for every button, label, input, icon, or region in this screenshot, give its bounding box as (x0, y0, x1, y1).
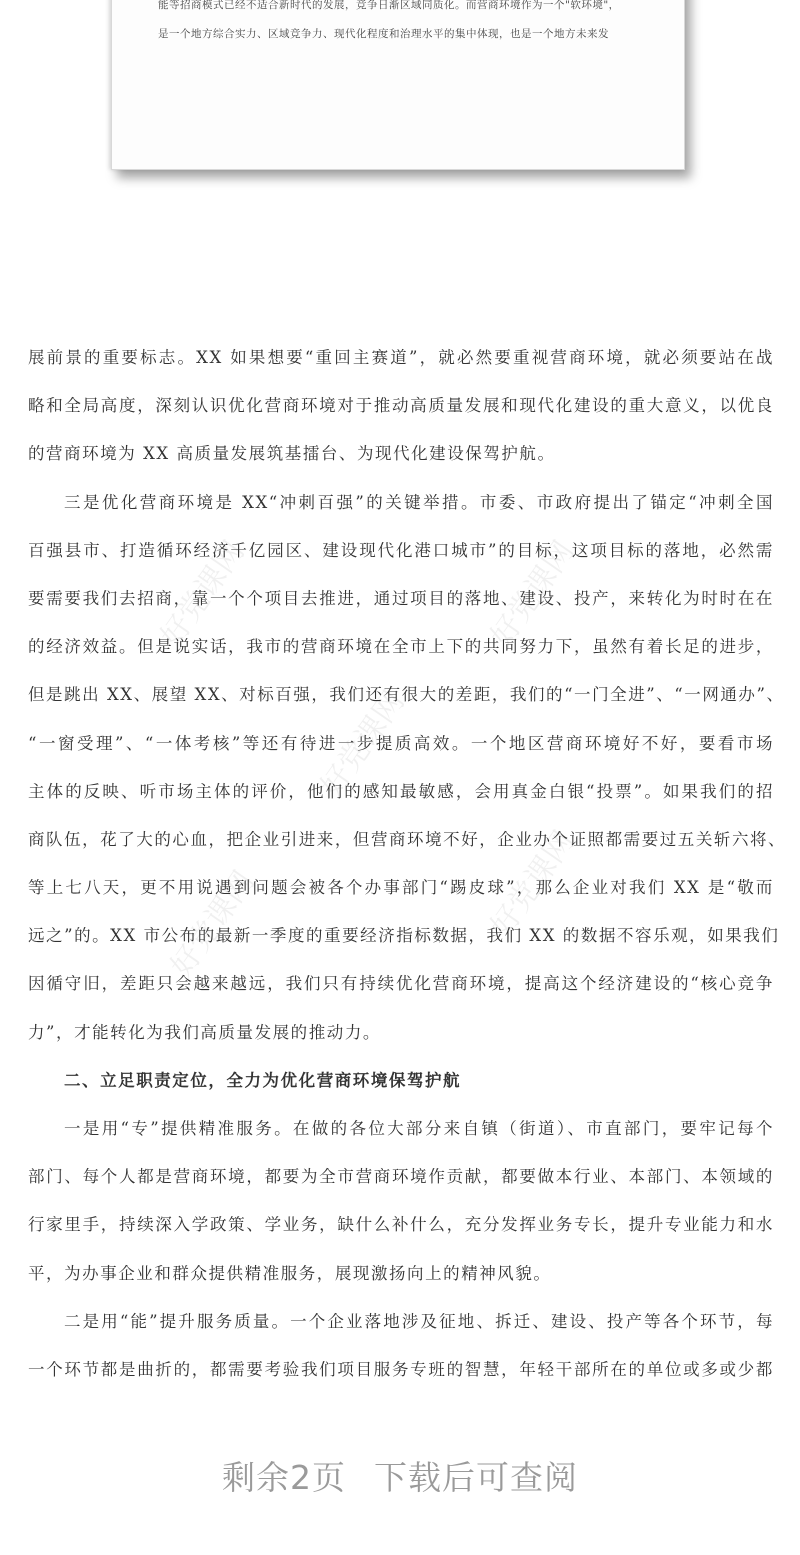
paragraph-line: 力”，才能转化为我们高质量发展的推动力。 (28, 1022, 381, 1042)
paragraph-line: 部门、每个人都是营商环境，都要为全市营商环境作贡献，都要做本行业、本部门、本领域的 (28, 1167, 774, 1187)
paragraph-line: 行家里手，持续深入学政策、学业务，缺什么补什么，充分发挥业务专长，提升专业能力和水 (28, 1215, 774, 1235)
download-prompt-label: 下载后可查阅 (374, 1458, 578, 1497)
paragraph-line: 等上七八天，更不用说遇到问题会被各个办事部门“踢皮球”，那么企业对我们 XX 是“敬而 (28, 878, 774, 898)
paragraph-line: 的经济效益。但是说实话，我市的营商环境在全市上下的共同努力下，虽然有着长足的进步， (28, 637, 774, 657)
paragraph-line: 一个环节都是曲折的，都需要考验我们项目服务专班的智慧，年轻干部所在的单位或多或少都 (28, 1359, 774, 1379)
paragraph-line: 但是跳出 XX、展望 XX、对标百强，我们还有很大的差距，我们的“一门全进”、“一网通办”、 (28, 685, 785, 705)
paragraph-line: “一窗受理”、“一体考核”等还有待进一步提质高效。一个地区营商环境好不好，要看市场 (28, 733, 774, 753)
watermark: 好党课网 (484, 824, 582, 944)
paragraph-line: 三是优化营商环境是 XX“冲刺百强”的关键举措。市委、市政府提出了锚定“冲刺全国 (64, 492, 774, 512)
paragraph-line: 平，为办事企业和群众提供精准服务，展现激扬向上的精神风貌。 (28, 1263, 552, 1283)
paragraph-line: 的营商环境为 XX 高质量发展筑基擂台、为现代化建设保驾护航。 (28, 444, 556, 464)
paragraph-line: 远之”的。XX 市公布的最新一季度的重要经济指标数据，我们 XX 的数据不容乐观，如果我们 (28, 926, 780, 946)
paragraph-line: 商队伍，花了大的心血，把企业引进来，但营商环境不好，企业办个证照都需要过五关斩六将、 (28, 829, 787, 849)
paragraph-line: 要需要我们去招商，靠一个个项目去推进，通过项目的落地、建设、投产，来转化为时时在在 (28, 588, 774, 608)
download-to-read-prompt[interactable] (0, 1452, 800, 1499)
paragraph-line: 略和全局高度，深刻认识优化营商环境对于推动高质量发展和现代化建设的重大意义，以优良 (28, 396, 774, 416)
paragraph-line: 百强县市、打造循环经济千亿园区、建设现代化港口城市”的目标，这项目标的落地，必然需 (28, 540, 774, 560)
watermark: 好党课网 (484, 534, 582, 654)
section-heading: 二、立足职责定位，全力为优化营商环境保驾护航 (64, 1070, 462, 1090)
remaining-pages-label: 剩余2页 (222, 1458, 346, 1497)
paragraph-line: 主体的反映、听市场主体的评价，他们的感知最敏感，会用真金白银“投票”。如果我们的招 (28, 781, 774, 801)
paragraph-line: 一是用“专”提供精准服务。在做的各位大部分来自镇（街道）、市直部门，要牢记每个 (64, 1119, 774, 1138)
paragraph-line: 展前景的重要标志。XX 如果想要“重回主赛道”，就必然要重视营商环境，就必须要站在战 (28, 348, 774, 367)
paragraph-line: 二是用“能”提升服务质量。一个企业落地涉及征地、拆迁、建设、投产等各个环节，每 (64, 1311, 774, 1331)
watermark: 好党课网 (154, 534, 252, 654)
document-preview-page (111, 0, 685, 170)
preview-text-line: 能等招商模式已经不适合新时代的发展，竞争日渐区域同质化。而营商环境作为一个"软环境"， (158, 0, 620, 11)
paragraph-line: 因循守旧，差距只会越来越远，我们只有持续优化营商环境，提高这个经济建设的“核心竞争 (28, 974, 774, 994)
preview-text-line: 是一个地方综合实力、区域竞争力、现代化程度和治理水平的集中体现，也是一个地方未来发 (158, 28, 609, 40)
watermark: 好党课网 (314, 684, 412, 804)
document-body (28, 340, 787, 1400)
watermark: 好党课网 (164, 864, 262, 984)
